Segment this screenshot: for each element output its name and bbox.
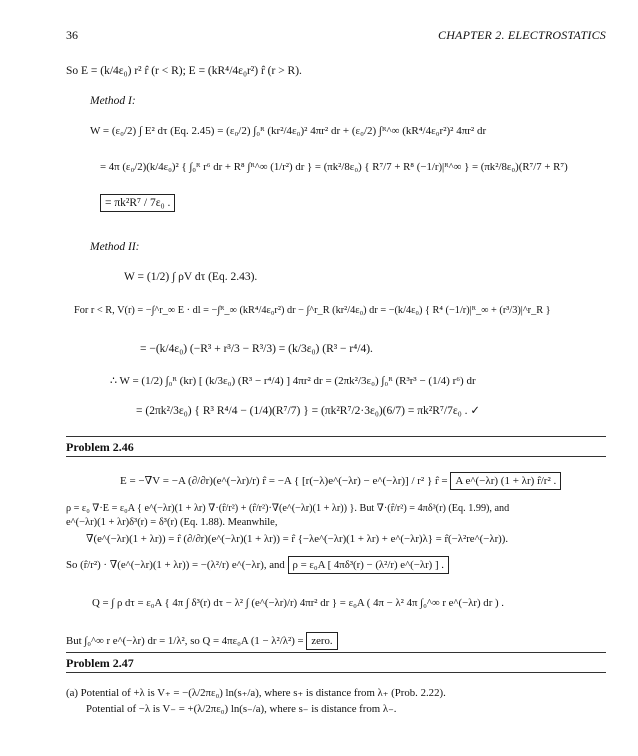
electric-field-derivation: E = −∇V = −A (∂/∂r)(e^(−λr)/r) r̂ = −A { [r(−λ)e^(−λr) − e^(−λr)] / r² } r̂ = [120,475,448,487]
section-rule-top-2-47 [66,652,606,653]
chapter-title: CHAPTER 2. ELECTROSTATICS [437,28,606,42]
section-rule-bottom-2-47 [66,672,606,673]
charge-density-derivation: So (r̂/r²) · ∇(e^(−λr)(1 + λr)) = −(λ²/r) e^(−λr), and [66,559,285,571]
problem-2-46-text-5 [66,632,338,650]
problem-2-46-text-4 [66,556,449,574]
method-2-equation-4: ∴ W = (1/2) ∫₀ᴿ (kr) [ (k/3ε₀) (R³ − r⁴/4) ] 4πr² dr = (2πk²/3ε₀) ∫₀ᴿ (R³r³ − (1/4) r⁶) dr [110,375,476,387]
problem-2-46-text-1: ρ = ε₀ ∇·E = ε₀A { e^(−λr)(1 + λr) ∇·(r̂/r²) + (r̂/r²)·∇(e^(−λr)(1 + λr)) }. But ∇·(r̂/r²) = 4πδ³(r) (Eq. 1.99), and [66,503,510,514]
total-charge-conclusion: But ∫₀^∞ r e^(−λr) dr = 1/λ², so Q = 4πε₀A (1 − λ²/λ²) = [66,635,304,647]
charge-density-boxed-result: ρ = ε₀A [ 4πδ³(r) − (λ²/r) e^(−λr) ] . [288,556,449,574]
problem-2-46-text-2: e^(−λr)(1 + λr)δ³(r) = δ³(r) (Eq. 1.88). Meanwhile, [66,517,278,528]
so-E-line: So E = (k/4ε₀) r² r̂ (r < R); E = (kR⁴/4ε₀r²) r̂ (r > R). [66,65,302,77]
problem-2-46-text-3: ∇(e^(−λr)(1 + λr)) = r̂ (∂/∂r)(e^(−λr)(1 + λr)) = r̂ {−λe^(−λr)(1 + λr) + e^(−λr)λ} = r̂(−λ²re^(−λr)). [86,533,509,545]
method-2-equation-2: For r < R, V(r) = −∫^r_∞ E · dl = −∫ᴿ_∞ (kR⁴/4ε₀r²) dr − ∫^r_R (kr²/4ε₀) dr = −(k/4ε₀) { R⁴ (−1/r)|ᴿ_∞ + (r³/3)|^r_R } [74,305,551,316]
method-1-equation-1: W = (ε₀/2) ∫ E² dτ (Eq. 2.45) = (ε₀/2) ∫₀ᴿ (kr²/4ε₀)² 4πr² dr + (ε₀/2) ∫ᴿ^∞ (kR⁴/4ε₀r²)² 4πr² dr [90,125,487,137]
page-header [66,28,606,46]
method-2-equation-1: W = (1/2) ∫ ρV dτ (Eq. 2.43). [124,271,258,283]
page-number: 36 [66,28,78,42]
method-1-equation-2: = 4π (ε₀/2)(k/4ε₀)² { ∫₀ᴿ r⁶ dr + R⁸ ∫ᴿ^∞ (1/r²) dr } = (πk²/8ε₀) { R⁷/7 + R⁸ (−1/r)|ᴿ^∞ } = (πk²/8ε₀)(R⁷/7 + R⁷) [100,161,568,173]
method-1-boxed-result: = πk²R⁷ / 7ε₀ . [100,194,175,212]
problem-2-47-line-a2: Potential of −λ is V₋ = +(λ/2πε₀) ln(s₋/a), where s₋ is distance from λ₋. [86,703,397,715]
electric-field-boxed-result: A e^(−λr) (1 + λr) r̂/r² . [450,472,561,490]
problem-2-47-line-a1: (a) Potential of +λ is V₊ = −(λ/2πε₀) ln(s₊/a), where s₊ is distance from λ₊ (Prob. 2.22). [66,687,446,699]
method-1-result [100,194,175,212]
problem-2-46-title: Problem 2.46 [66,440,134,454]
section-rule-bottom-2-46 [66,456,606,457]
method-2-equation-3: = −(k/4ε₀) (−R³ + r³/3 − R³/3) = (k/3ε₀) (R³ − r⁴/4). [140,343,373,355]
method-1-label: Method I: [90,95,136,107]
method-2-label: Method II: [90,241,140,253]
total-charge-boxed-result: zero. [306,632,337,650]
problem-2-47-title: Problem 2.47 [66,656,134,670]
problem-2-46-total-charge: Q = ∫ ρ dτ = ε₀A { 4π ∫ δ³(r) dτ − λ² ∫ (e^(−λr)/r) 4πr² dr } = ε₀A ( 4π − λ² 4π ∫₀^∞ r e^(−λr) dr ) . [92,597,504,609]
section-rule-top-2-46 [66,436,606,437]
method-2-equation-5: = (2πk²/3ε₀) { R³ R⁴/4 − (1/4)(R⁷/7) } = (πk²R⁷/2·3ε₀)(6/7) = πk²R⁷/7ε₀ . ✓ [136,405,480,417]
problem-2-46-equation-1 [120,472,561,490]
